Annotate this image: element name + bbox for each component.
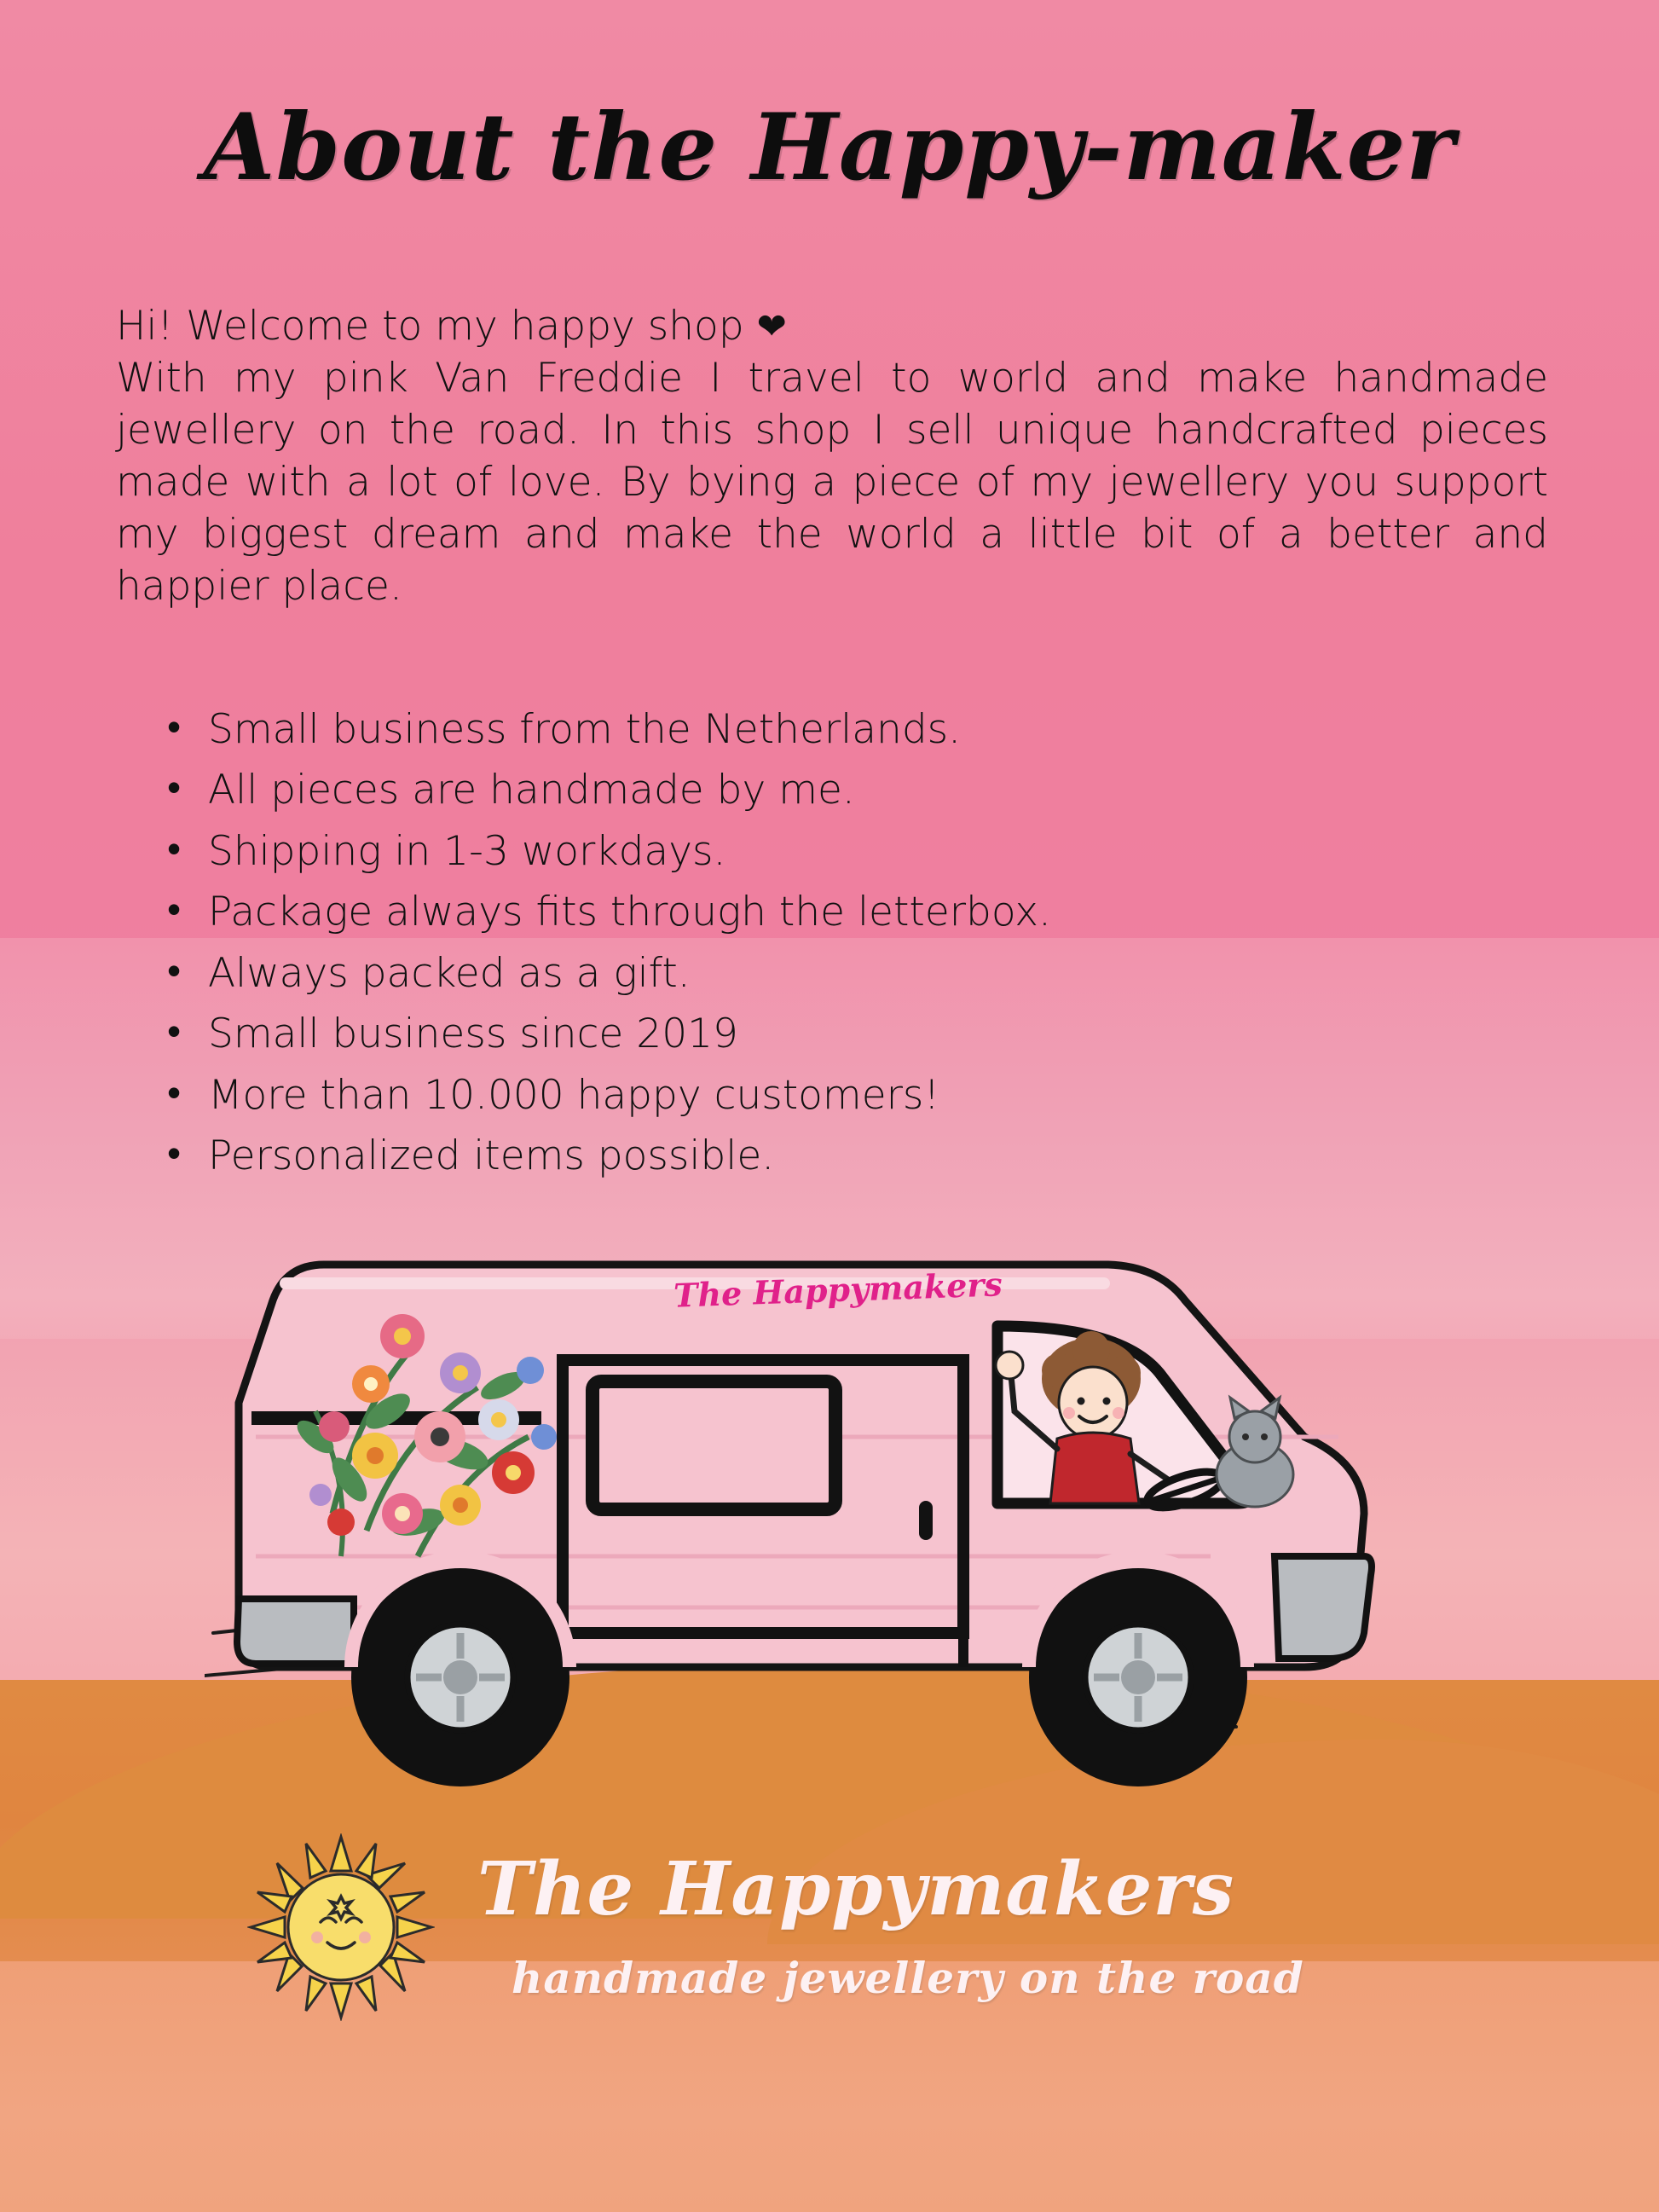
feature-list — [167, 699, 1531, 1187]
list-item: • Shipping in 1-3 workdays. — [167, 821, 1531, 882]
heart-icon: ❤ — [756, 305, 787, 347]
list-item: • Package always fits through the letterbox. — [167, 882, 1531, 942]
intro-body: With my pink Van Freddie I travel to world and make handmade jewellery on the road. In this shop I sell unique handcrafted pieces made with a lot of love. By bying a piece of my jewellery you support my biggest dream and make the world a little bit of a better and happier place. — [116, 355, 1548, 611]
intro-greeting-line — [116, 300, 1548, 352]
footer-brand: The Happymakers — [477, 1846, 1235, 1932]
page-title — [0, 94, 1659, 201]
page-title-text: About the Happy-maker — [203, 94, 1456, 201]
list-item: • Small business from the Netherlands. — [167, 699, 1531, 760]
list-item: • More than 10.000 happy customers! — [167, 1065, 1531, 1126]
pink-van-illustration — [205, 1155, 1483, 1838]
footer-tagline: handmade jewellery on the road — [512, 1953, 1304, 2003]
list-item: • Small business since 2019 — [167, 1004, 1531, 1064]
list-item: • All pieces are handmade by me. — [167, 760, 1531, 820]
intro-greeting: Hi! Welcome to my happy shop — [116, 303, 744, 350]
intro-block — [116, 300, 1548, 613]
sun-face-icon — [247, 1833, 435, 2021]
list-item: • Personalized items possible. — [167, 1126, 1531, 1186]
list-item: • Always packed as a gift. — [167, 943, 1531, 1004]
van-side-logo: The Happymakers — [673, 1265, 1003, 1315]
